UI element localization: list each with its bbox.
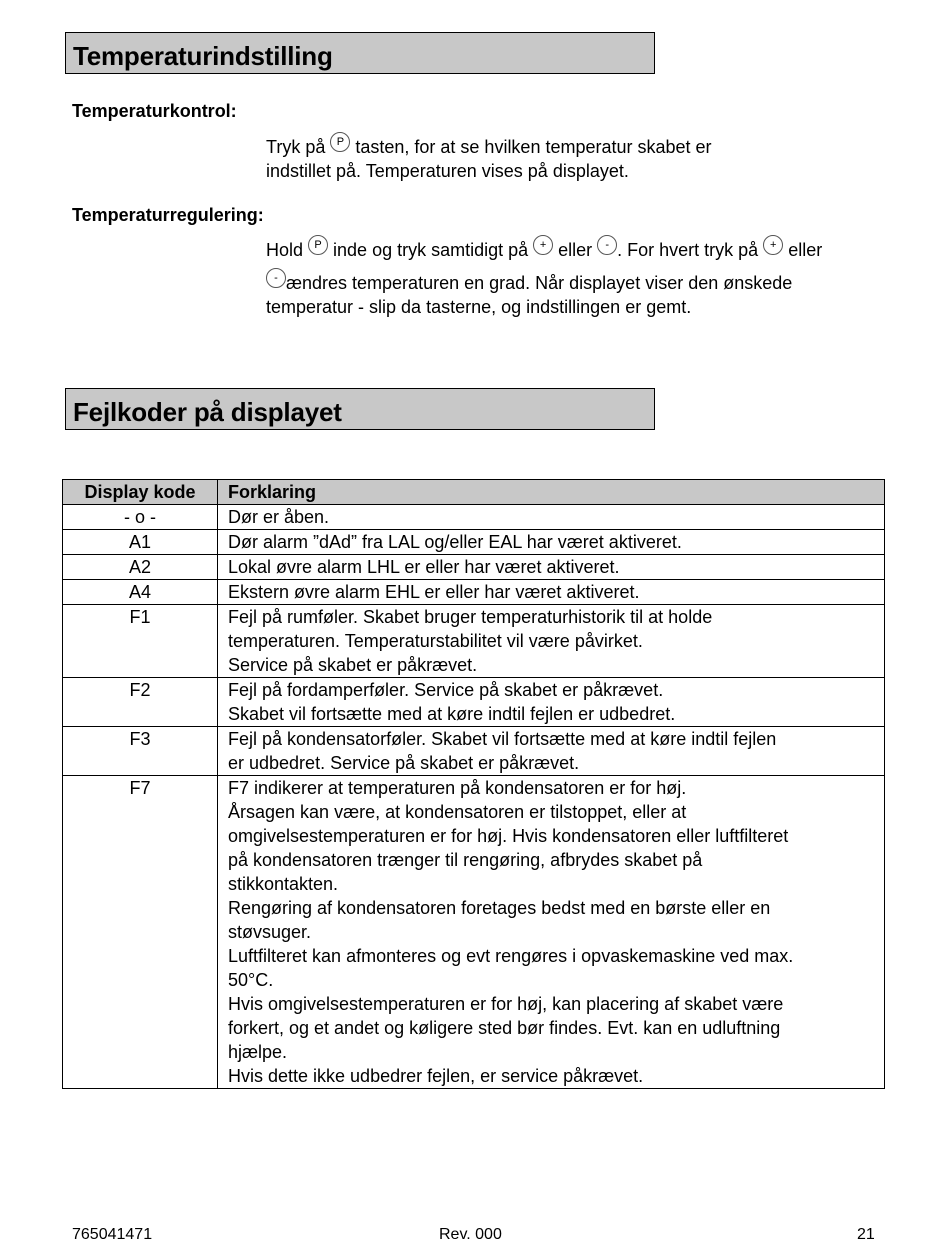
explanation-line: Lokal øvre alarm LHL er eller har været aktiveret. [228,557,620,577]
text-line: temperatur - slip da tasterne, og indstillingen er gemt. [266,297,692,317]
table-row [63,505,885,530]
table-row [63,727,885,776]
explanation-line: hjælpe. [228,1042,288,1062]
temperaturregulering-text [266,235,822,319]
explanation-line: Fejl på rumføler. Skabet bruger temperaturhistorik til at holde [228,607,713,627]
table-header-row [63,480,885,505]
p-key-icon: P [308,235,328,255]
explanation-cell [218,555,885,580]
column-header-forklaring: Forklaring [218,480,885,505]
explanation-cell [218,727,885,776]
explanation-cell [218,505,885,530]
section-header-temperaturindstilling [65,32,655,74]
explanation-line: Rengøring af kondensatoren foretages bedst med en børste eller en [228,898,771,918]
text-line: indstillet på. Temperaturen vises på displayet. [266,161,629,181]
display-code-cell: A2 [63,555,218,580]
explanation-line: stikkontakten. [228,874,339,894]
footer-revision: Rev. 000 [439,1226,502,1243]
explanation-line: forkert, og et andet og køligere sted bør findes. Evt. kan en udluftning [228,1018,781,1038]
display-code-cell: - o - [63,505,218,530]
footer-page-number: 21 [857,1226,875,1243]
table-row [63,605,885,678]
temperaturkontrol-heading: Temperaturkontrol: [72,101,237,121]
section-title: Temperaturindstilling [73,41,333,71]
temperaturkontrol-text [266,132,712,183]
explanation-line: Fejl på kondensatorføler. Skabet vil fortsætte med at køre indtil fejlen [228,729,777,749]
explanation-line: Dør er åben. [228,507,330,527]
text-line: - ændres temperaturen en grad. Når displayet viser den ønskede [266,268,822,295]
explanation-line: støvsuger. [228,922,312,942]
explanation-line: Dør alarm ”dAd” fra LAL og/eller EAL har været aktiveret. [228,532,682,552]
explanation-cell [218,678,885,727]
explanation-line: Luftfilteret kan afmonteres og evt rengøres i opvaskemaskine ved max. [228,946,794,966]
explanation-line: temperaturen. Temperaturstabilitet vil være påvirket. [228,631,643,651]
explanation-line: på kondensatoren trænger til rengøring, afbrydes skabet på [228,850,703,870]
section-header-fejlkoder [65,388,655,430]
table-row [63,776,885,1089]
display-code-cell: F3 [63,727,218,776]
explanation-line: Service på skabet er påkrævet. [228,655,478,675]
explanation-line: Fejl på fordamperføler. Service på skabet er påkrævet. [228,680,664,700]
display-code-cell: F7 [63,776,218,1089]
explanation-line: er udbedret. Service på skabet er påkrævet. [228,753,580,773]
p-key-icon: P [330,132,350,152]
minus-key-icon: - [597,235,617,255]
explanation-line: 50°C. [228,970,274,990]
plus-key-icon: + [533,235,553,255]
explanation-line: Ekstern øvre alarm EHL er eller har været aktiveret. [228,582,640,602]
table-row [63,678,885,727]
table-row [63,530,885,555]
explanation-line: Hvis dette ikke udbedrer fejlen, er service påkrævet. [228,1066,644,1086]
plus-key-icon: + [763,235,783,255]
explanation-cell [218,530,885,555]
explanation-line: Hvis omgivelsestemperaturen er for høj, kan placering af skabet være [228,994,784,1014]
explanation-cell [218,776,885,1089]
footer-doc-number: 765041471 [72,1226,153,1243]
display-code-cell: A1 [63,530,218,555]
explanation-line: Skabet vil fortsætte med at køre indtil fejlen er udbedret. [228,704,676,724]
explanation-line: omgivelsestemperaturen er for høj. Hvis kondensatoren eller luftfilteret [228,826,789,846]
minus-key-icon: - [266,268,286,288]
temperaturregulering-heading: Temperaturregulering: [72,205,264,225]
text-line: Hold P inde og tryk samtidigt på + eller - . For hvert tryk på + eller [266,235,822,262]
explanation-cell [218,580,885,605]
explanation-line: F7 indikerer at temperaturen på kondensatoren er for høj. [228,778,687,798]
display-code-cell: F2 [63,678,218,727]
display-code-cell: A4 [63,580,218,605]
display-code-cell: F1 [63,605,218,678]
text-line: Tryk på P tasten, for at se hvilken temperatur skabet er [266,132,712,159]
column-header-display-kode: Display kode [63,480,218,505]
explanation-cell [218,605,885,678]
table-row [63,555,885,580]
section-title: Fejlkoder på displayet [73,397,342,427]
error-code-table [62,479,885,1089]
explanation-line: Årsagen kan være, at kondensatoren er tilstoppet, eller at [228,802,687,822]
table-row [63,580,885,605]
